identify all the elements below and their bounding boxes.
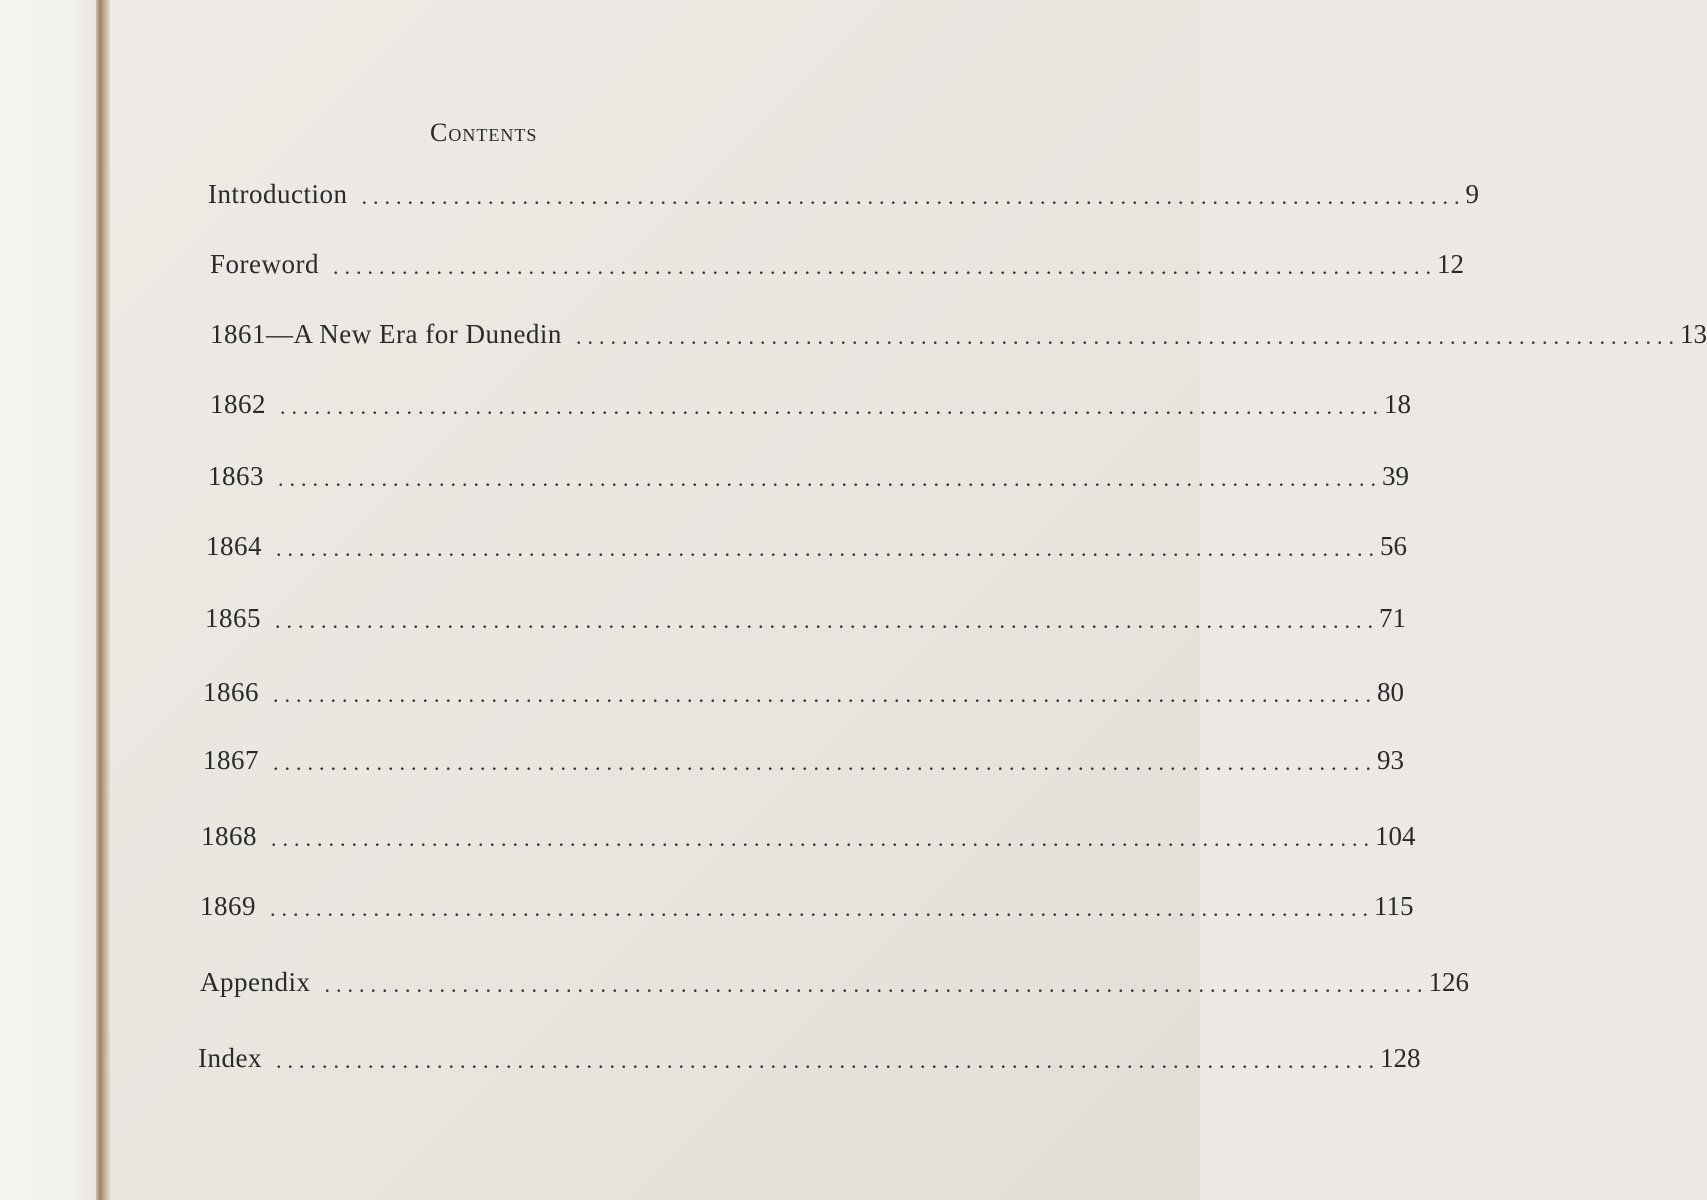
dot-leader: ................................................................................................ [273, 750, 1377, 775]
toc-entry [208, 170, 1479, 210]
toc-entry-page: 39 [1382, 461, 1409, 491]
toc-entry-label: 1866 [203, 677, 259, 707]
toc-entry [198, 1034, 1421, 1074]
toc-entry [205, 594, 1406, 634]
toc-entry-label: 1864 [206, 531, 262, 561]
toc-entry-label: Index [198, 1043, 262, 1073]
toc-entry-page: 18 [1384, 389, 1411, 419]
dot-leader: ................................................................................................ [575, 324, 1680, 349]
dot-leader: ................................................................................................ [275, 608, 1379, 633]
toc-entry [210, 380, 1411, 420]
toc-entry [210, 310, 1707, 350]
dot-leader: ................................................................................................ [270, 896, 1374, 921]
dot-leader: ................................................................................................ [275, 1048, 1380, 1073]
dot-leader: ................................................................................................ [324, 972, 1429, 997]
toc-entry-page: 13 [1679, 319, 1707, 349]
book-gutter [96, 0, 110, 1200]
toc-entry-label: 1868 [201, 821, 257, 851]
toc-entry-label: Appendix [200, 967, 311, 997]
page-title: Contents [430, 118, 538, 147]
toc-entry-label: 1869 [200, 891, 256, 921]
dot-leader: ................................................................................................ [280, 394, 1384, 419]
toc-entry-label: 1862 [210, 389, 266, 419]
toc-entry-page: 56 [1380, 531, 1407, 561]
toc-entry-page: 80 [1377, 677, 1404, 707]
toc-entry-label: 1861—A New Era for Dunedin [210, 319, 562, 349]
toc-entry-label: Foreword [210, 249, 319, 279]
toc-entry-label: 1863 [208, 461, 264, 491]
toc-entry [210, 240, 1464, 280]
dot-leader: ................................................................................................ [332, 254, 1437, 279]
dot-leader: ................................................................................................ [271, 826, 1375, 851]
toc-entry-page: 9 [1465, 179, 1479, 209]
toc-entry-label: 1867 [203, 745, 259, 775]
toc-entry-page: 71 [1379, 603, 1406, 633]
toc-entry-page: 104 [1375, 821, 1416, 851]
dot-leader: ................................................................................................ [276, 536, 1380, 561]
toc-entry-page: 12 [1436, 249, 1464, 279]
toc-entry-page: 128 [1379, 1043, 1421, 1073]
facing-page [0, 0, 100, 1200]
toc-entry [208, 452, 1409, 492]
toc-entry [200, 958, 1469, 998]
toc-entry [203, 736, 1404, 776]
toc-entry [200, 882, 1414, 922]
toc-entry [206, 522, 1407, 562]
toc-entry [201, 812, 1416, 852]
dot-leader: ................................................................................................ [361, 184, 1466, 209]
toc-entry-label: 1865 [205, 603, 261, 633]
toc-entry-page: 93 [1377, 745, 1404, 775]
toc-entry-page: 126 [1428, 967, 1469, 997]
dot-leader: ................................................................................................ [273, 682, 1377, 707]
toc-entry [203, 668, 1404, 708]
toc-entry-label: Introduction [208, 179, 348, 209]
toc-entry-page: 115 [1374, 891, 1414, 921]
dot-leader: ................................................................................................ [278, 466, 1382, 491]
